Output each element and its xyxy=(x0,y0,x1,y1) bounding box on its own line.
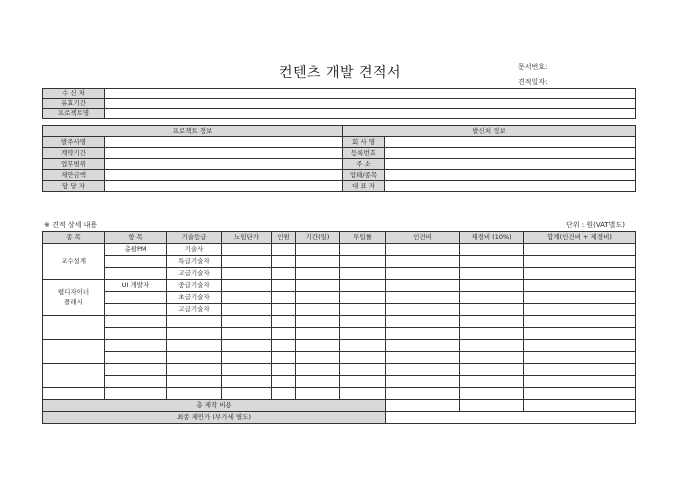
item-cell[interactable] xyxy=(105,316,167,328)
labor-cost-cell[interactable] xyxy=(386,352,460,364)
item-cell[interactable] xyxy=(105,328,167,340)
wage-cell[interactable] xyxy=(222,268,272,280)
wage-cell[interactable] xyxy=(222,256,272,268)
doc-number-label: 문서번호: xyxy=(518,63,548,71)
project-name-label: 프로젝트명 xyxy=(43,109,105,119)
labor-cost-cell[interactable] xyxy=(386,244,460,256)
rate-cell[interactable] xyxy=(340,352,386,364)
grade-cell[interactable] xyxy=(167,352,222,364)
period-cell[interactable] xyxy=(296,376,340,388)
rate-cell[interactable] xyxy=(340,376,386,388)
total-cell[interactable] xyxy=(524,376,636,388)
item-cell[interactable] xyxy=(105,388,167,400)
col-rate: 투입률 xyxy=(340,232,386,244)
rate-cell[interactable] xyxy=(340,268,386,280)
col-item: 항 목 xyxy=(105,232,167,244)
category-cell[interactable] xyxy=(43,316,105,340)
item-cell[interactable] xyxy=(105,364,167,376)
wage-cell[interactable] xyxy=(222,364,272,376)
rate-cell[interactable] xyxy=(340,292,386,304)
recipient-label: 수 신 처 xyxy=(43,89,105,99)
manager-label: 담 당 자 xyxy=(43,181,105,192)
final-proposal-label: 최종 제안가 (부가세 별도) xyxy=(43,412,386,424)
ceo-label: 대 표 자 xyxy=(343,181,385,192)
reg-no-label: 등록번호 xyxy=(343,148,385,159)
period-cell[interactable] xyxy=(296,292,340,304)
overhead-cell[interactable] xyxy=(460,304,524,316)
contract-period-label: 계약기간 xyxy=(43,148,105,159)
total-cell[interactable] xyxy=(524,244,636,256)
grade-cell: 고급기술자 xyxy=(167,268,222,280)
headcount-cell[interactable] xyxy=(272,256,296,268)
item-cell[interactable] xyxy=(105,256,167,268)
total-cell[interactable] xyxy=(524,364,636,376)
overhead-cell[interactable] xyxy=(460,340,524,352)
address-label: 주 소 xyxy=(343,159,385,170)
business-type-label: 업태/종목 xyxy=(343,170,385,181)
item-cell[interactable] xyxy=(105,376,167,388)
grade-cell: 특급기술자 xyxy=(167,256,222,268)
period-cell[interactable] xyxy=(296,268,340,280)
headcount-cell[interactable] xyxy=(272,244,296,256)
grade-cell[interactable] xyxy=(167,328,222,340)
grade-cell[interactable] xyxy=(167,376,222,388)
category-cell[interactable] xyxy=(43,364,105,388)
wage-cell[interactable] xyxy=(222,304,272,316)
item-cell: 총괄PM xyxy=(105,244,167,256)
overhead-cell[interactable] xyxy=(460,376,524,388)
period-cell[interactable] xyxy=(296,364,340,376)
overhead-cell[interactable] xyxy=(460,328,524,340)
total-sum-cell[interactable] xyxy=(524,400,636,412)
grade-cell: 중급기술자 xyxy=(167,280,222,292)
col-category: 종 목 xyxy=(43,232,105,244)
headcount-cell[interactable] xyxy=(272,340,296,352)
overhead-cell[interactable] xyxy=(460,388,524,400)
overhead-cell[interactable] xyxy=(460,280,524,292)
client-field[interactable] xyxy=(105,137,343,148)
category-cell[interactable] xyxy=(43,340,105,364)
total-labor-cost-cell[interactable] xyxy=(386,400,460,412)
rate-cell[interactable] xyxy=(340,328,386,340)
reg-no-field[interactable] xyxy=(385,148,636,159)
item-cell[interactable] xyxy=(105,352,167,364)
labor-cost-cell[interactable] xyxy=(386,316,460,328)
labor-cost-cell[interactable] xyxy=(386,292,460,304)
col-labor-cost: 인건비 xyxy=(386,232,460,244)
labor-cost-cell[interactable] xyxy=(386,304,460,316)
grade-cell[interactable] xyxy=(167,316,222,328)
col-overhead: 제경비 (10%) xyxy=(460,232,524,244)
rate-cell[interactable] xyxy=(340,340,386,352)
business-type-field[interactable] xyxy=(385,170,636,181)
period-cell[interactable] xyxy=(296,340,340,352)
validity-label: 유효기간 xyxy=(43,99,105,109)
col-period: 기간(일) xyxy=(296,232,340,244)
col-grade: 기술등급 xyxy=(167,232,222,244)
company-field[interactable] xyxy=(385,137,636,148)
period-cell[interactable] xyxy=(296,316,340,328)
overhead-cell[interactable] xyxy=(460,316,524,328)
rate-cell[interactable] xyxy=(340,316,386,328)
wage-cell[interactable] xyxy=(222,352,272,364)
category-cell: 교수설계 xyxy=(43,244,105,280)
total-cell[interactable] xyxy=(524,352,636,364)
wage-cell[interactable] xyxy=(222,280,272,292)
total-cell[interactable] xyxy=(524,268,636,280)
headcount-cell[interactable] xyxy=(272,328,296,340)
headcount-cell[interactable] xyxy=(272,388,296,400)
client-label: 발주사명 xyxy=(43,137,105,148)
wage-cell[interactable] xyxy=(222,376,272,388)
grade-cell[interactable] xyxy=(167,388,222,400)
total-production-label: 총 제작 비용 xyxy=(43,400,386,412)
project-sender-table xyxy=(42,125,636,192)
col-total: 합계(인건비 + 제경비) xyxy=(524,232,636,244)
rate-cell[interactable] xyxy=(340,388,386,400)
labor-cost-cell[interactable] xyxy=(386,280,460,292)
total-cell[interactable] xyxy=(524,304,636,316)
headcount-cell[interactable] xyxy=(272,292,296,304)
scope-field[interactable] xyxy=(105,159,343,170)
grade-cell[interactable] xyxy=(167,340,222,352)
wage-cell[interactable] xyxy=(222,328,272,340)
validity-field[interactable] xyxy=(105,99,636,109)
final-proposal-value[interactable] xyxy=(386,412,636,424)
labor-cost-cell[interactable] xyxy=(386,388,460,400)
wage-cell[interactable] xyxy=(222,244,272,256)
wage-cell[interactable] xyxy=(222,316,272,328)
period-cell[interactable] xyxy=(296,328,340,340)
overhead-cell[interactable] xyxy=(460,256,524,268)
project-name-field[interactable] xyxy=(105,109,636,119)
headcount-cell[interactable] xyxy=(272,376,296,388)
labor-cost-cell[interactable] xyxy=(386,340,460,352)
labor-cost-cell[interactable] xyxy=(386,268,460,280)
ceo-field[interactable] xyxy=(385,181,636,192)
period-cell[interactable] xyxy=(296,388,340,400)
project-info-header: 프로젝트 정보 xyxy=(43,126,343,137)
item-cell[interactable] xyxy=(105,268,167,280)
recipient-field[interactable] xyxy=(105,89,636,99)
grade-cell: 고급기술자 xyxy=(167,304,222,316)
total-cell[interactable] xyxy=(524,388,636,400)
col-headcount: 인원 xyxy=(272,232,296,244)
headcount-cell[interactable] xyxy=(272,364,296,376)
labor-cost-cell[interactable] xyxy=(386,376,460,388)
headcount-cell[interactable] xyxy=(272,304,296,316)
rate-cell[interactable] xyxy=(340,364,386,376)
period-cell[interactable] xyxy=(296,352,340,364)
rate-cell[interactable] xyxy=(340,280,386,292)
labor-cost-cell[interactable] xyxy=(386,328,460,340)
labor-cost-cell[interactable] xyxy=(386,364,460,376)
headcount-cell[interactable] xyxy=(272,280,296,292)
category-cell[interactable] xyxy=(43,388,105,400)
period-cell[interactable] xyxy=(296,244,340,256)
detail-table xyxy=(42,231,636,424)
total-cell[interactable] xyxy=(524,256,636,268)
grade-cell: 기술사 xyxy=(167,244,222,256)
total-overhead-cell[interactable] xyxy=(460,400,524,412)
quote-date-label: 견적일자: xyxy=(518,78,548,86)
headcount-cell[interactable] xyxy=(272,268,296,280)
page-title: 컨텐츠 개발 견적서 xyxy=(278,65,402,81)
category-cell: 웹디자이너 플래시 xyxy=(43,280,105,316)
overhead-cell[interactable] xyxy=(460,268,524,280)
sender-info-header: 발신처 정보 xyxy=(343,126,636,137)
proposal-amount-field[interactable] xyxy=(105,170,343,181)
manager-field[interactable] xyxy=(105,181,343,192)
item-cell[interactable] xyxy=(105,340,167,352)
rate-cell[interactable] xyxy=(340,304,386,316)
period-cell[interactable] xyxy=(296,280,340,292)
wage-cell[interactable] xyxy=(222,292,272,304)
grade-cell[interactable] xyxy=(167,364,222,376)
item-cell: UI 개발자 xyxy=(105,280,167,292)
overhead-cell[interactable] xyxy=(460,292,524,304)
overhead-cell[interactable] xyxy=(460,364,524,376)
total-cell[interactable] xyxy=(524,280,636,292)
overhead-cell[interactable] xyxy=(460,352,524,364)
wage-cell[interactable] xyxy=(222,388,272,400)
top-info-table xyxy=(42,88,636,119)
col-wage: 노임단가 xyxy=(222,232,272,244)
total-cell[interactable] xyxy=(524,340,636,352)
item-cell[interactable] xyxy=(105,292,167,304)
unit-note: 단위 : 원(VAT별도) xyxy=(566,221,625,229)
rate-cell[interactable] xyxy=(340,256,386,268)
labor-cost-cell[interactable] xyxy=(386,256,460,268)
headcount-cell[interactable] xyxy=(272,316,296,328)
total-cell[interactable] xyxy=(524,292,636,304)
headcount-cell[interactable] xyxy=(272,352,296,364)
company-label: 회 사 명 xyxy=(343,137,385,148)
period-cell[interactable] xyxy=(296,304,340,316)
grade-cell: 초급기술자 xyxy=(167,292,222,304)
contract-period-field[interactable] xyxy=(105,148,343,159)
item-cell[interactable] xyxy=(105,304,167,316)
proposal-amount-label: 제안금액 xyxy=(43,170,105,181)
overhead-cell[interactable] xyxy=(460,244,524,256)
address-field[interactable] xyxy=(385,159,636,170)
period-cell[interactable] xyxy=(296,256,340,268)
scope-label: 업무범위 xyxy=(43,159,105,170)
total-cell[interactable] xyxy=(524,328,636,340)
detail-title: ※ 견적 상세 내용 xyxy=(44,221,98,229)
wage-cell[interactable] xyxy=(222,340,272,352)
total-cell[interactable] xyxy=(524,316,636,328)
rate-cell[interactable] xyxy=(340,244,386,256)
